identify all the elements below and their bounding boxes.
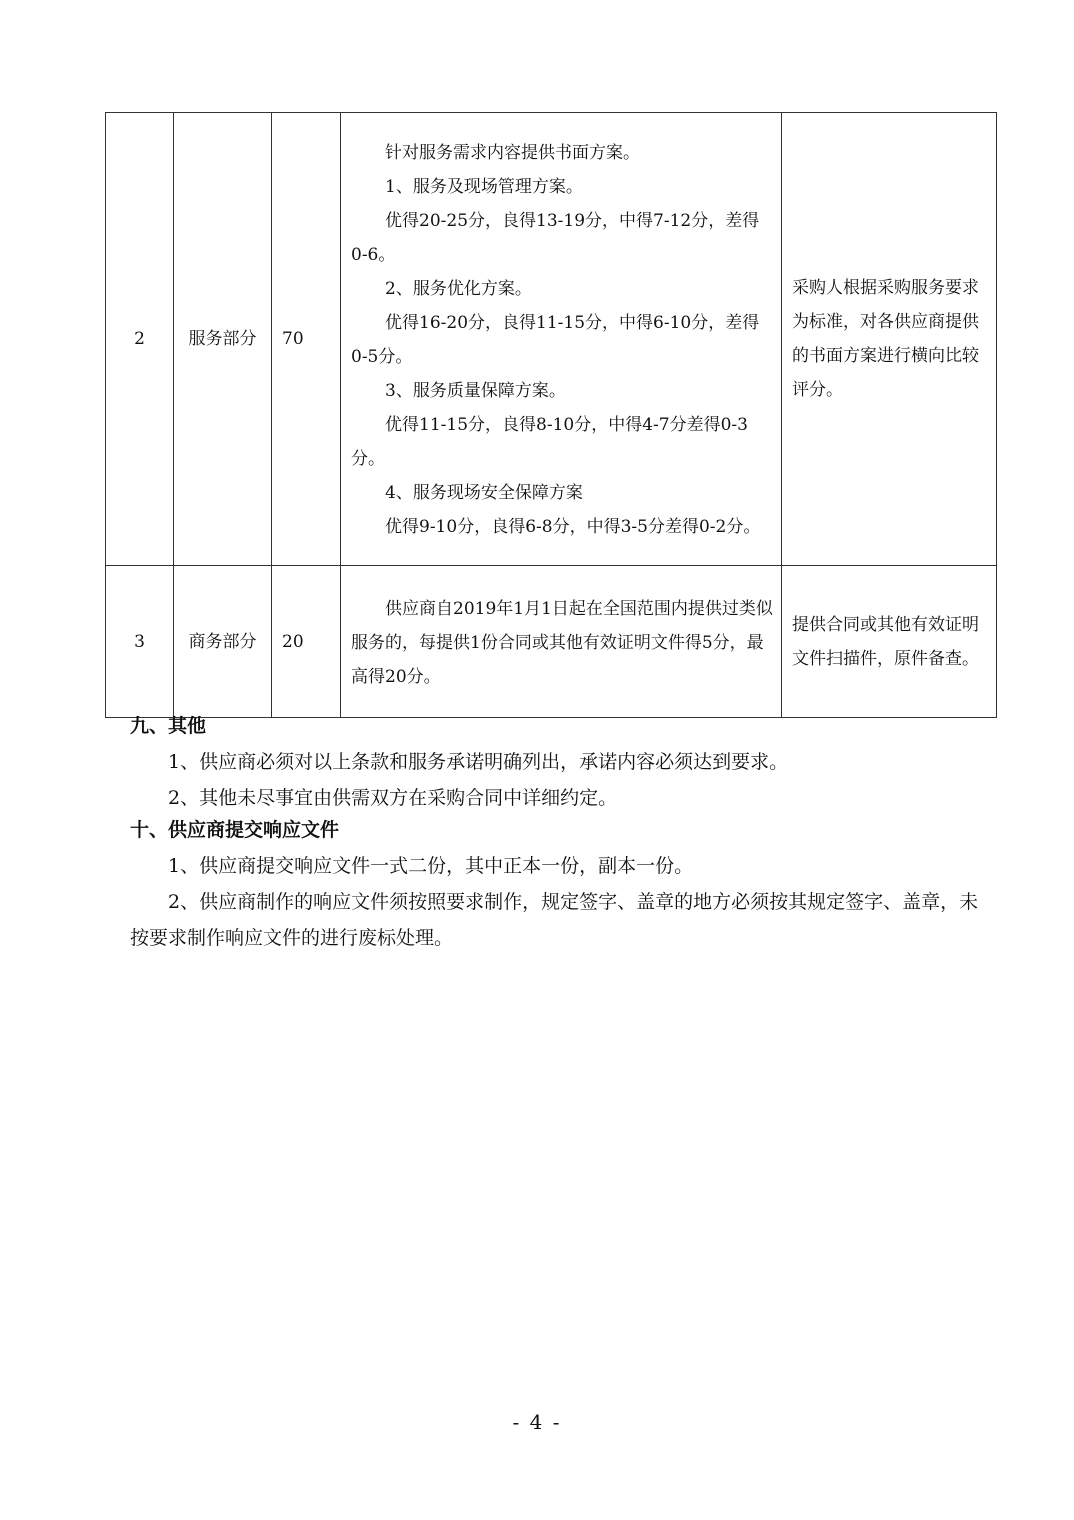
content-line: 1、服务及现场管理方案。 (385, 177, 583, 197)
content-line: 针对服务需求内容提供书面方案。 (385, 143, 640, 163)
content-line: 3、服务质量保障方案。 (385, 381, 566, 401)
content-line: 优得9-10分，良得6-8分，中得3-5分差得0-2分。 (385, 517, 761, 537)
row-item: 服务部分 (174, 113, 272, 566)
section-item: 1、供应商提交响应文件一式二份，其中正本一份，副本一份。 (168, 855, 694, 877)
section-item: 2、其他未尽事宜由供需双方在采购合同中详细约定。 (168, 787, 618, 809)
row-number: 2 (106, 113, 174, 566)
row-item: 商务部分 (174, 566, 272, 718)
section-item: 1、供应商必须对以上条款和服务承诺明确列出，承诺内容必须达到要求。 (168, 751, 789, 773)
content-line: 4、服务现场安全保障方案 (385, 483, 583, 503)
section-item: 2、供应商制作的响应文件须按照要求制作，规定签字、盖章的地方必须按其规定签字、盖章，未按要求制作响应文件的进行废标处理。 (130, 891, 979, 949)
table-row (106, 113, 997, 566)
row-number: 3 (106, 566, 174, 718)
scoring-table (105, 112, 997, 718)
row-score: 20 (272, 566, 341, 718)
row-note: 提供合同或其他有效证明文件扫描件，原件备查。 (782, 566, 997, 718)
content-line: 优得16-20分，良得11-15分，中得6-10分，差得0-5分。 (351, 313, 760, 367)
row-note: 采购人根据采购服务要求为标准，对各供应商提供的书面方案进行横向比较评分。 (782, 113, 997, 566)
section-heading: 十、供应商提交响应文件 (130, 819, 340, 841)
content-line: 供应商自2019年1月1日起在全国范围内提供过类似服务的，每提供1份合同或其他有效证明文件得5分，最高得20分。 (351, 598, 773, 687)
content-line: 优得20-25分，良得13-19分，中得7-12分，差得0-6。 (351, 211, 760, 265)
section-submission (130, 812, 980, 956)
content-line: 优得11-15分，良得8-10分，中得4-7分差得0-3分。 (351, 415, 748, 469)
section-heading: 九、其他 (130, 715, 207, 737)
page-number: - 4 - (512, 1410, 562, 1434)
row-score: 70 (272, 113, 341, 566)
content-line: 2、服务优化方案。 (385, 279, 532, 299)
row-content (341, 566, 782, 718)
table-row (106, 566, 997, 718)
row-content (341, 113, 782, 566)
section-other (130, 708, 980, 816)
